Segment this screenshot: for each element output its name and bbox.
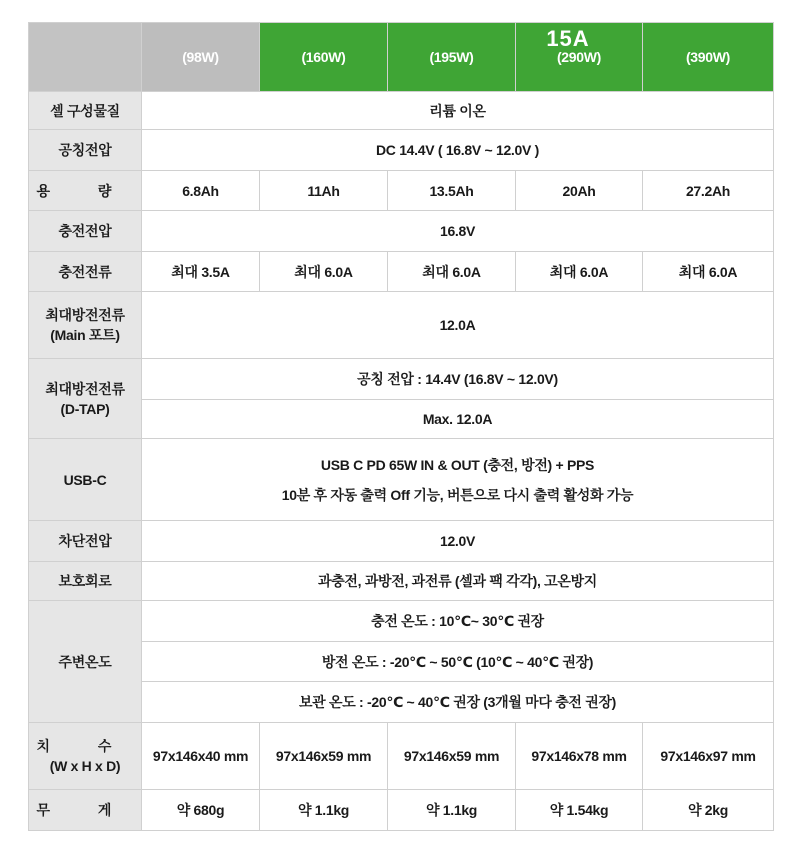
label-weight-text: 무 게 [36,802,134,818]
weight-195w: 약 1.1kg [388,790,516,831]
label-max-discharge-dtap-line1: 최대방전전류 [45,380,125,397]
charge-current-290w: 최대 6.0A [516,252,643,292]
value-usb-c [142,439,774,521]
usb-c-line1: USB C PD 65W IN & OUT (충전, 방전) + PPS [320,456,595,473]
weight-390w: 약 2kg [643,790,774,831]
label-dimensions-line1: 치 수 [36,738,134,754]
label-charge-current: 충전전류 [29,252,142,292]
dimensions-195w: 97x146x59 mm [388,723,516,790]
row-capacity [29,171,774,211]
value-cell-material: 리튬 이온 [142,92,774,130]
weight-290w: 약 1.54kg [516,790,643,831]
row-nominal-voltage [29,130,774,171]
row-usb-c [29,439,774,521]
label-dimensions [29,723,142,790]
label-capacity-text: 용 량 [36,182,134,199]
label-capacity [29,171,142,211]
value-storage-temp: 보관 온도 : -20℃ ~ 40℃ 권장 (3개월 마다 충전 권장) [142,682,774,723]
value-dtap-current: Max. 12.0A [142,400,774,439]
label-max-discharge-main [29,292,142,359]
label-dimensions-line2: (W x H x D) [49,758,121,774]
label-weight [29,790,142,831]
value-nominal-voltage: DC 14.4V ( 16.8V ~ 12.0V ) [142,130,774,171]
label-max-discharge-main-line1: 최대방전전류 [45,307,125,323]
capacity-195w: 13.5Ah [388,171,516,211]
label-charge-voltage: 충전전압 [29,211,142,252]
spec-table [28,22,774,831]
row-max-discharge-main [29,292,774,359]
dimensions-160w: 97x146x59 mm [260,723,388,790]
value-max-discharge-main: 12.0A [142,292,774,359]
dimensions-390w: 97x146x97 mm [643,723,774,790]
charge-current-160w: 최대 6.0A [260,252,388,292]
label-max-discharge-dtap [29,359,142,439]
value-charge-temp: 충전 온도 : 10℃~ 30℃ 권장 [142,601,774,642]
label-protection: 보호회로 [29,562,142,601]
row-cutoff-voltage [29,521,774,562]
value-discharge-temp: 방전 온도 : -20℃ ~ 50℃ (10℃ ~ 40℃ 권장) [142,642,774,682]
group-label-15a: 15A [546,26,590,51]
model-195w: (195W) [388,23,516,92]
weight-160w: 약 1.1kg [260,790,388,831]
capacity-290w: 20Ah [516,171,643,211]
usb-c-line2: 10분 후 자동 출력 Off 기능, 버튼으로 다시 출력 활성화 가능 [281,486,634,503]
capacity-98w: 6.8Ah [142,171,260,211]
row-dimensions [29,723,774,790]
value-protection: 과충전, 과방전, 과전류 (셀과 팩 각각), 고온방지 [142,562,774,601]
model-390w: (390W) [643,23,774,92]
spec-table-wrapper [28,22,774,831]
row-weight [29,790,774,831]
capacity-160w: 11Ah [260,171,388,211]
label-max-discharge-dtap-line2: (D-TAP) [60,400,110,417]
charge-current-390w: 최대 6.0A [643,252,774,292]
dimensions-98w: 97x146x40 mm [142,723,260,790]
row-protection [29,562,774,601]
row-ambient-temp-1 [29,601,774,642]
dimensions-290w: 97x146x78 mm [516,723,643,790]
label-ambient-temp: 주변온도 [29,601,142,723]
charge-current-98w: 최대 3.5A [142,252,260,292]
value-dtap-voltage: 공칭 전압 : 14.4V (16.8V ~ 12.0V) [142,359,774,400]
charge-current-195w: 최대 6.0A [388,252,516,292]
model-160w: (160W) [260,23,388,92]
row-max-discharge-dtap-1 [29,359,774,400]
value-charge-voltage: 16.8V [142,211,774,252]
model-98w: (98W) [142,23,260,92]
capacity-390w: 27.2Ah [643,171,774,211]
header-corner [29,23,142,92]
label-max-discharge-main-line2: (Main 포트) [50,327,120,343]
value-cutoff-voltage: 12.0V [142,521,774,562]
label-cutoff-voltage: 차단전압 [29,521,142,562]
row-charge-current [29,252,774,292]
weight-98w: 약 680g [142,790,260,831]
row-cell [29,92,774,130]
model-290w: (290W) [516,23,643,92]
label-nominal-voltage: 공칭전압 [29,130,142,171]
header-row [29,23,774,92]
label-cell-material: 셀 구성물질 [29,92,142,130]
row-charge-voltage [29,211,774,252]
label-usb-c: USB-C [29,439,142,521]
